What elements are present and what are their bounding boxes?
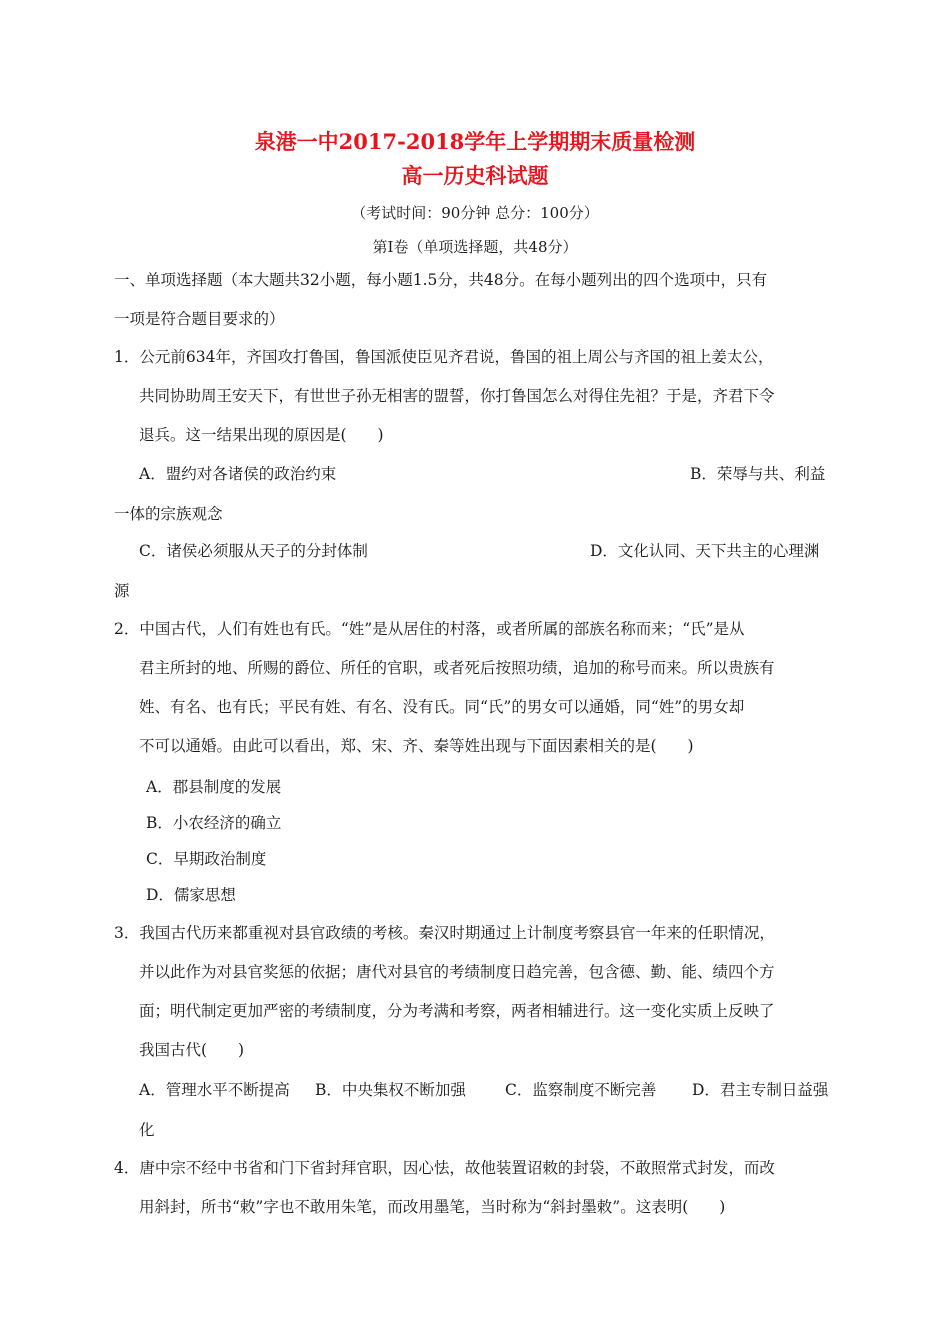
- option-d-wrap: 源: [114, 582, 130, 600]
- option-a: A．盟约对各诸侯的政治约束: [139, 465, 337, 483]
- question-text-line: 退兵。这一结果出现的原因是( ): [139, 426, 384, 444]
- option-c: C．监察制度不断完善: [505, 1081, 657, 1099]
- option-b-wrap: 一体的宗族观念: [114, 505, 223, 523]
- question-text-line: 4．唐中宗不经中书省和门下省封拜官职，因心怯，故他装置诏敕的封袋，不敢照常式封发，而改: [114, 1159, 775, 1177]
- instructions-line-2: 一项是符合题目要求的）: [114, 310, 285, 328]
- question-text-line: 君主所封的地、所赐的爵位、所任的官职，或者死后按照功绩，追加的称号而来。所以贵族有: [139, 659, 775, 677]
- exam-subtitle: 高一历史科试题: [401, 163, 549, 188]
- instructions-line-1: 一、单项选择题（本大题共32小题，每小题1.5分，共48分。在每小题列出的四个选项中，只有: [114, 271, 768, 289]
- exam-title: 泉港一中2017-2018学年上学期期末质量检测: [254, 129, 696, 154]
- option-a: A．郡县制度的发展: [146, 778, 282, 796]
- exam-info: （考试时间：90分钟 总分：100分）: [351, 204, 599, 222]
- question-text-line: 面；明代制定更加严密的考绩制度，分为考满和考察，两者相辅进行。这一变化实质上反映了: [139, 1002, 775, 1020]
- question-text-line: 用斜封，所书“敕”字也不敢用朱笔，而改用墨笔，当时称为“斜封墨敕”。这表明( ): [139, 1198, 726, 1216]
- section-heading: 第I卷（单项选择题，共48分）: [372, 238, 578, 256]
- option-d-wrap: 化: [139, 1121, 155, 1139]
- option-d: D．儒家思想: [146, 886, 236, 904]
- option-d: D．文化认同、天下共主的心理渊: [590, 542, 820, 560]
- question-text-line: 2．中国古代，人们有姓也有氏。“姓”是从居住的村落，或者所属的部族名称而来；“氏”是从: [114, 620, 745, 638]
- question-text-line: 不可以通婚。由此可以看出，郑、宋、齐、秦等姓出现与下面因素相关的是( ): [139, 737, 694, 755]
- option-b: B．小农经济的确立: [146, 814, 282, 832]
- question-text-line: 1．公元前634年，齐国攻打鲁国，鲁国派使臣见齐君说，鲁国的祖上周公与齐国的祖上姜太公，: [114, 348, 774, 366]
- question-text-line: 共同协助周王安天下，有世世子孙无相害的盟誓，你打鲁国怎么对得住先祖？于是，齐君下令: [139, 387, 775, 405]
- question-text-line: 并以此作为对县官奖惩的依据；唐代对县官的考绩制度日趋完善，包含德、勤、能、绩四个方: [139, 963, 775, 981]
- option-a: A．管理水平不断提高: [139, 1081, 290, 1099]
- question-text-line: 我国古代( ): [139, 1041, 245, 1059]
- option-c: C．诸侯必须服从天子的分封体制: [139, 542, 368, 560]
- option-b: B．荣辱与共、利益: [690, 465, 826, 483]
- option-d: D．君主专制日益强: [692, 1081, 829, 1099]
- question-text-line: 姓、有名、也有氏；平民有姓、有名、没有氏。同“氏”的男女可以通婚，同“姓”的男女却: [139, 698, 745, 716]
- question-text-line: 3．我国古代历来都重视对县官政绩的考核。秦汉时期通过上计制度考察县官一年来的任职情况，: [114, 924, 775, 942]
- option-b: B．中央集权不断加强: [315, 1081, 466, 1099]
- option-c: C．早期政治制度: [146, 850, 267, 868]
